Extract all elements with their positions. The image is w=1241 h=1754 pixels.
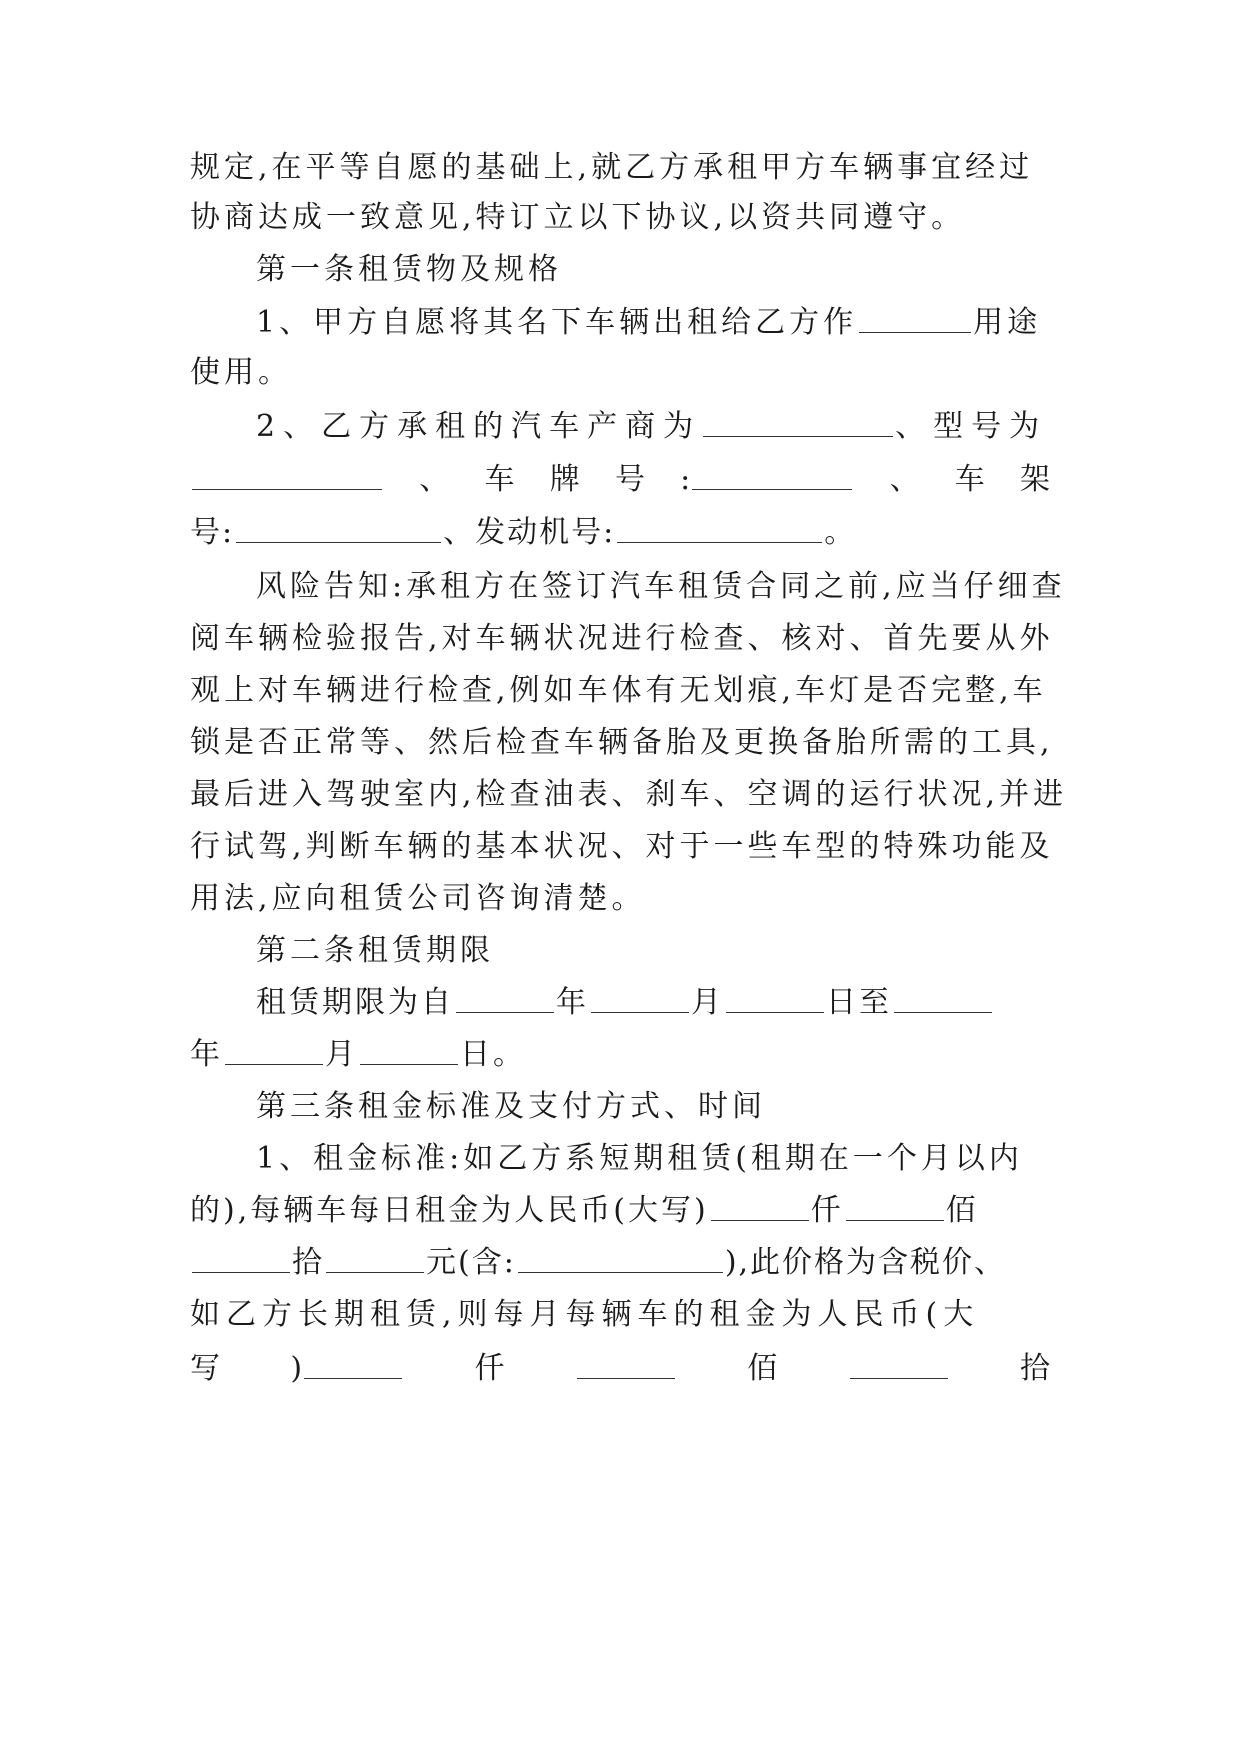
text: 号 (614, 462, 645, 497)
text: 仟 (474, 1351, 505, 1386)
fill-blank (456, 978, 554, 1013)
text: 日至 (826, 985, 892, 1020)
text: 车 (484, 462, 515, 497)
fill-blank (326, 1238, 424, 1273)
text: 年 (190, 1037, 223, 1072)
text: 佰 (747, 1351, 778, 1386)
text: 拾 (1019, 1351, 1050, 1386)
text: 锁是否正常等、然后检查车辆备胎及更换备胎所需的工具, (190, 725, 1054, 760)
paragraph-line (190, 666, 1050, 716)
paragraph-line (190, 822, 1054, 872)
paragraph-line (190, 718, 1054, 768)
paragraph-line (190, 143, 1050, 193)
fill-blank (850, 1344, 948, 1379)
paragraph-line (190, 770, 1068, 820)
text: 拾 (292, 1245, 324, 1280)
text: 风险告知:承租方在签订汽车租赁合同之前,应当仔细查 (256, 569, 1066, 604)
fill-blank (859, 298, 971, 333)
text: 用法,应向租赁公司咨询清楚。 (190, 881, 646, 916)
fill-blank (711, 1186, 809, 1221)
fill-blank (236, 508, 441, 543)
fill-blank (846, 1186, 944, 1221)
text: 仟 (810, 1193, 844, 1228)
fill-blank (617, 508, 822, 543)
paragraph-line (190, 1030, 1050, 1080)
paragraph-line (190, 455, 1050, 505)
fill-blank (360, 1030, 458, 1065)
text: 号: (190, 515, 235, 550)
fill-blank (577, 1344, 675, 1379)
fill-blank (703, 402, 893, 437)
paragraph-line (190, 1290, 1050, 1340)
text: 1、甲方自愿将其名下车辆出租给乙方作 (256, 305, 858, 340)
text: 协商达成一致意见,特订立以下协议,以资共同遵守。 (190, 200, 966, 235)
article-1-title (256, 245, 1050, 295)
text: 观上对车辆进行检查,例如车体有无划痕,车灯是否完整,车 (190, 673, 1047, 708)
heading-text: 第一条租赁物及规格 (256, 252, 562, 287)
fill-blank (518, 1238, 723, 1273)
text: 、 (419, 462, 450, 497)
text: 日。 (460, 1037, 526, 1072)
fill-blank (192, 455, 382, 490)
text: ) (290, 1351, 303, 1386)
text: 写 (190, 1351, 220, 1386)
text: 元(含: (426, 1245, 516, 1280)
paragraph-line (256, 1134, 1050, 1184)
text: 佰 (945, 1193, 979, 1228)
paragraph-line (256, 978, 1050, 1028)
text: 1、租金标准:如乙方系短期租赁(租期在一个月以内 (256, 1141, 1023, 1176)
text: 车 (954, 462, 985, 497)
paragraph-line (256, 298, 1050, 348)
heading-text: 第三条租金标准及支付方式、时间 (256, 1089, 766, 1124)
text: 行试驾,判断车辆的基本状况、对于一些车型的特殊功能及 (190, 829, 1054, 864)
text: 、发动机号: (443, 515, 616, 550)
fill-blank (304, 1344, 402, 1379)
text: 使用。 (190, 355, 292, 390)
paragraph-line (190, 508, 1050, 558)
text: 月 (691, 985, 724, 1020)
fill-blank (894, 978, 992, 1013)
fill-blank (726, 978, 824, 1013)
paragraph-line (190, 1238, 1050, 1288)
text: 年 (556, 985, 589, 1020)
paragraph-line (190, 874, 1050, 924)
paragraph-line (190, 1344, 1050, 1394)
text: ),此价格为含税价、 (724, 1245, 1007, 1280)
article-2-title (256, 926, 1050, 976)
article-3-title (256, 1082, 1050, 1132)
text: : (680, 462, 691, 497)
fill-blank (192, 1238, 290, 1273)
text: 阅车辆检验报告,对车辆状况进行检查、核对、首先要从外 (190, 621, 1054, 656)
fill-blank (225, 1030, 323, 1065)
text: 租赁期限为自 (256, 985, 454, 1020)
text: 用途 (973, 305, 1042, 340)
paragraph-line (256, 562, 1066, 612)
text: 月 (325, 1037, 358, 1072)
text: 、型号为 (895, 409, 1048, 444)
paragraph-line (190, 193, 1050, 243)
text: 如乙方长期租赁,则每月每辆车的租金为人民币(大 (190, 1297, 980, 1332)
paragraph-line (190, 348, 1050, 398)
text: 规定,在平等自愿的基础上,就乙方承租甲方车辆事宜经过 (190, 150, 1034, 185)
heading-text: 第二条租赁期限 (256, 933, 494, 968)
text: 的),每辆车每日租金为人民币(大写) (190, 1193, 709, 1228)
text: 。 (824, 515, 857, 550)
paragraph-line (256, 402, 1050, 452)
text: 、 (889, 462, 920, 497)
fill-blank (692, 455, 852, 490)
text: 架 (1019, 462, 1050, 497)
fill-blank (591, 978, 689, 1013)
text: 2、乙方承租的汽车产商为 (256, 409, 702, 444)
text: 牌 (549, 462, 580, 497)
paragraph-line (190, 614, 1054, 664)
paragraph-line (190, 1186, 1050, 1236)
text: 最后进入驾驶室内,检查油表、刹车、空调的运行状况,并进 (190, 777, 1068, 812)
